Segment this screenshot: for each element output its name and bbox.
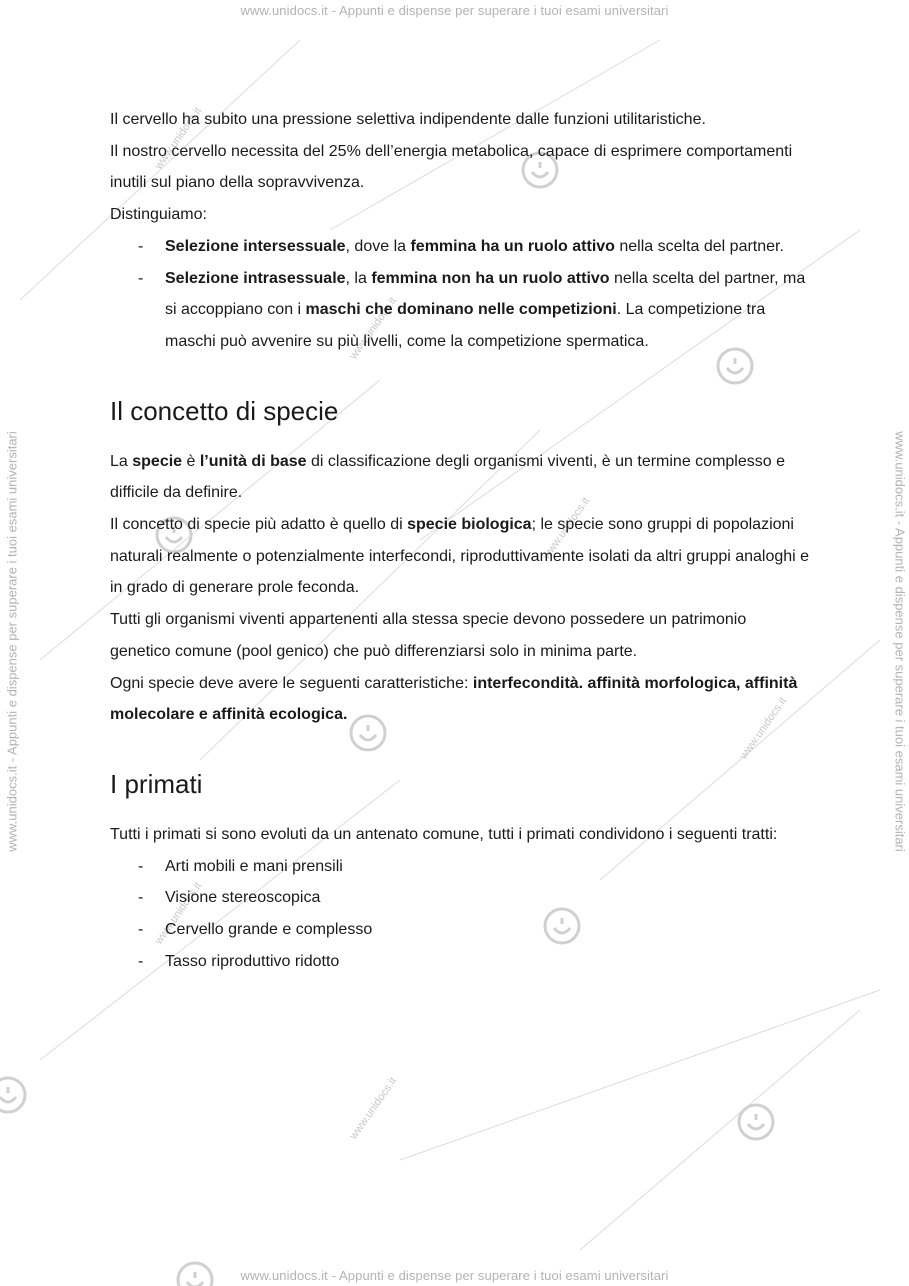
list-item [110, 851, 810, 883]
dash-bullet: - [138, 269, 144, 287]
section-heading: I primati [110, 768, 203, 799]
text-run: nella scelta del partner. [614, 237, 784, 255]
primate-traits-list [110, 851, 810, 978]
diagonal-watermark-text: www.unidocs.it [347, 295, 400, 362]
dash-bullet: - [138, 857, 144, 875]
paragraph: Tutti gli organismi viventi appartenenti alla stessa specie devono possedere un patrimonio genetico comune (pool genico) che può differenziarsi solo in minima parte. [110, 611, 747, 660]
text-run: di classificazione degli organismi viventi, è un termine complesso e difficile da definire. [110, 452, 785, 502]
list-item [110, 263, 810, 358]
dash-bullet: - [138, 889, 144, 907]
header-watermark: www.unidocs.it - Appunti e dispense per superare i tuoi esami universitari [240, 3, 669, 18]
bold-term: specie [132, 452, 183, 470]
document-body [110, 104, 810, 977]
bold-term: interfecondità. affinità morfologica, affinità molecolare e affinità ecologica. [110, 674, 798, 724]
dash-bullet: - [138, 921, 144, 939]
text-run: , la [345, 269, 372, 287]
text-run: Ogni specie deve avere le seguenti caratteristiche: [110, 674, 473, 692]
diagonal-watermark-text: www.unidocs.it [152, 105, 205, 172]
diagonal-watermark-text: www.unidocs.it [540, 495, 593, 562]
paragraph: Il cervello ha subito una pressione selettiva indipendente dalle funzioni utilitaristiche. [110, 111, 706, 128]
text-run: è [182, 452, 200, 470]
diagonal-watermark-text: www.unidocs.it [737, 695, 790, 762]
diagonal-watermark-text: www.unidocs.it [152, 880, 205, 947]
paragraph: Tutti i primati si sono evoluti da un antenato comune, tutti i primati condividono i seguenti tratti: [110, 825, 778, 843]
list-item [110, 946, 810, 978]
dash-bullet: - [138, 952, 144, 970]
watermark-line [580, 1010, 860, 1250]
list-item-text: Arti mobili e mani prensili [165, 857, 343, 875]
text-run: ; le specie sono gruppi di popolazioni naturali realmente o potenzialmente interfecondi, riproduttivamente isolati da altri gruppi analoghi e in grado di generare prole feconda. [110, 516, 810, 597]
paragraph [110, 446, 810, 509]
text-run: . La competizione tra maschi può avvenire su più livelli, come la competizione spermatica. [165, 301, 766, 350]
list-item-text: Cervello grande e complesso [165, 921, 373, 939]
list-item [110, 882, 810, 914]
dash-bullet: - [138, 237, 144, 255]
paragraph [110, 668, 810, 731]
bold-term: specie biologica [407, 516, 532, 534]
bold-term: femmina ha un ruolo attivo [410, 237, 615, 255]
text-run: nella scelta del partner, ma si accoppiano con i [165, 269, 806, 319]
diagonal-watermark-text: www.unidocs.it [347, 1075, 400, 1142]
watermark-line [400, 990, 880, 1160]
paragraph: Il nostro cervello necessita del 25% dell’energia metabolica, capace di esprimere comportamenti inutili sul piano della sopravvivenza. [110, 142, 793, 192]
right-side-watermark: www.unidocs.it - Appunti e dispense per superare i tuoi esami universitari [892, 431, 908, 852]
bold-term: Selezione intersessuale [165, 237, 346, 255]
unidocs-logo-icon [0, 1078, 25, 1112]
paragraph: Distinguiamo: [110, 206, 207, 224]
bold-term: femmina non ha un ruolo attivo [371, 269, 610, 287]
list-item-text: Tasso riproduttivo ridotto [165, 952, 340, 970]
bold-term: l’unità di base [199, 452, 307, 470]
selection-types-list [110, 231, 810, 358]
footer-watermark: www.unidocs.it - Appunti e dispense per superare i tuoi esami universitari [240, 1268, 669, 1283]
paragraph [110, 509, 810, 604]
bold-term: Selezione intrasessuale [165, 269, 346, 287]
unidocs-logo-icon [739, 1105, 773, 1139]
text-run: La [110, 452, 133, 470]
text-run: Il concetto di specie più adatto è quello di [110, 516, 408, 534]
bold-term: maschi che dominano nelle competizioni [305, 301, 617, 319]
section-heading: Il concetto di specie [110, 395, 339, 426]
list-item [110, 231, 810, 263]
left-side-watermark: www.unidocs.it - Appunti e dispense per superare i tuoi esami universitari [4, 431, 20, 852]
list-item [110, 914, 810, 946]
list-item-text: Visione stereoscopica [165, 889, 321, 907]
text-run: , dove la [345, 237, 411, 255]
